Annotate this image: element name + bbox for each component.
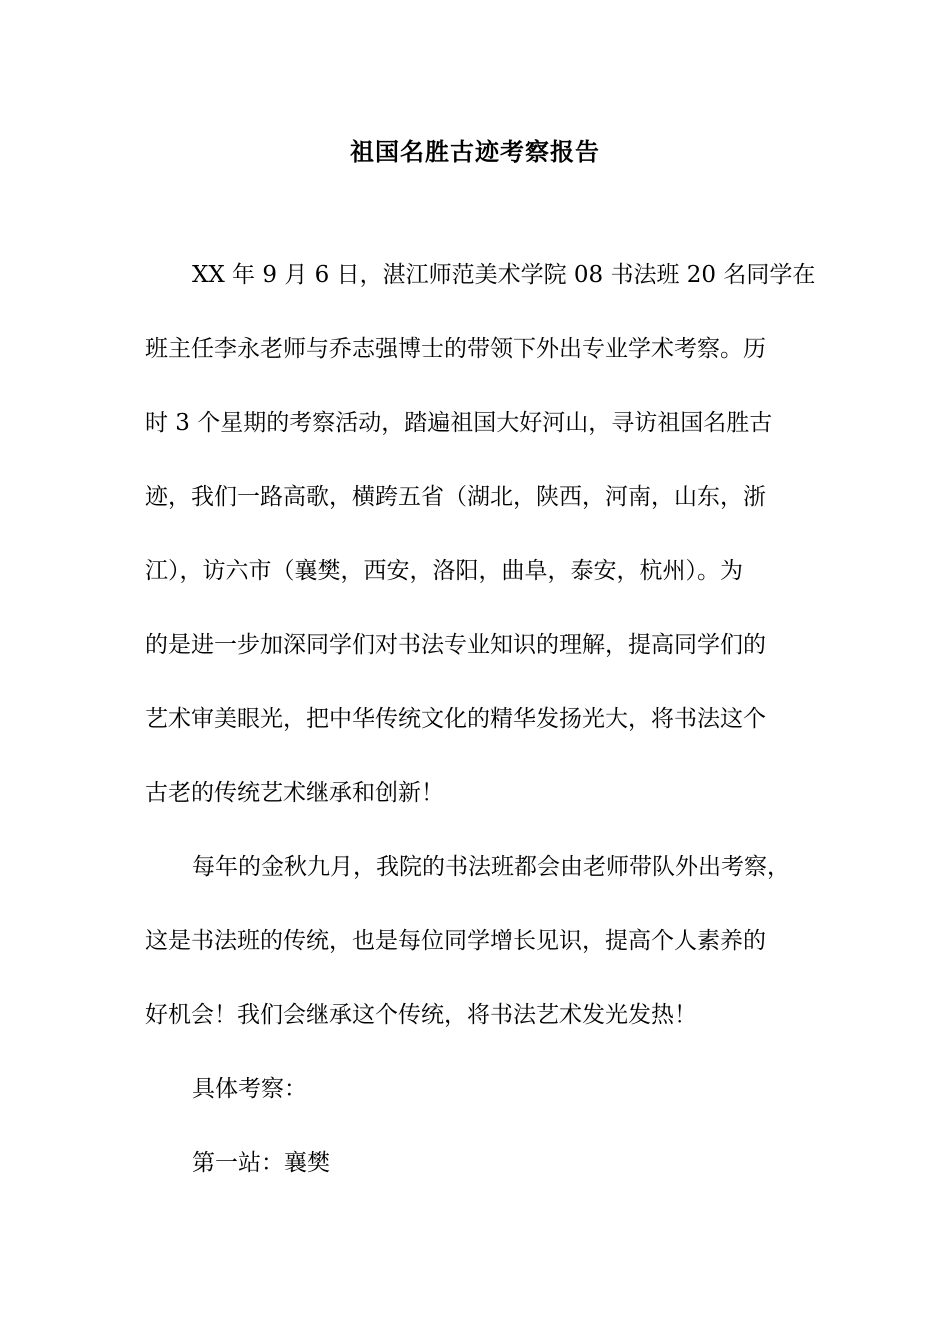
text-line: 艺术审美眼光，把中华传统文化的精华发扬光大，将书法这个	[145, 706, 766, 732]
document-body	[145, 256, 816, 1218]
text-line: 古老的传统艺术继承和创新！	[145, 780, 444, 806]
text-line: 第一站：襄樊	[192, 1150, 330, 1176]
document-title: 祖国名胜古迹考察报告	[350, 137, 600, 166]
text-line: 时 3 个星期的考察活动，踏遍祖国大好河山，寻访祖国名胜古	[145, 410, 773, 436]
text-line: 的是进一步加深同学们对书法专业知识的理解，提高同学们的	[145, 632, 766, 658]
paragraph-intro	[145, 256, 816, 812]
text-line: 每年的金秋九月，我院的书法班都会由老师带队外出考察，	[192, 854, 790, 880]
text-line: 具体考察：	[192, 1076, 307, 1102]
text-line: 迹，我们一路高歌，横跨五省（湖北，陕西，河南，山东，浙	[145, 484, 766, 510]
text-line: 江），访六市（襄樊，西安，洛阳，曲阜，泰安，杭州）。为	[145, 558, 743, 584]
paragraph-first-stop	[145, 1144, 807, 1182]
text-line: 这是书法班的传统，也是每位同学增长见识，提高个人素养的	[145, 928, 766, 954]
text-line: 好机会！我们会继承这个传统，将书法艺术发光发热！	[145, 1002, 697, 1028]
paragraph-tradition	[145, 848, 807, 1034]
text-line: XX 年 9 月 6 日，湛江师范美术学院 08 书法班 20 名同学在	[192, 262, 816, 288]
paragraph-details-heading	[145, 1070, 807, 1108]
text-line: 班主任李永老师与乔志强博士的带领下外出专业学术考察。历	[145, 336, 766, 362]
